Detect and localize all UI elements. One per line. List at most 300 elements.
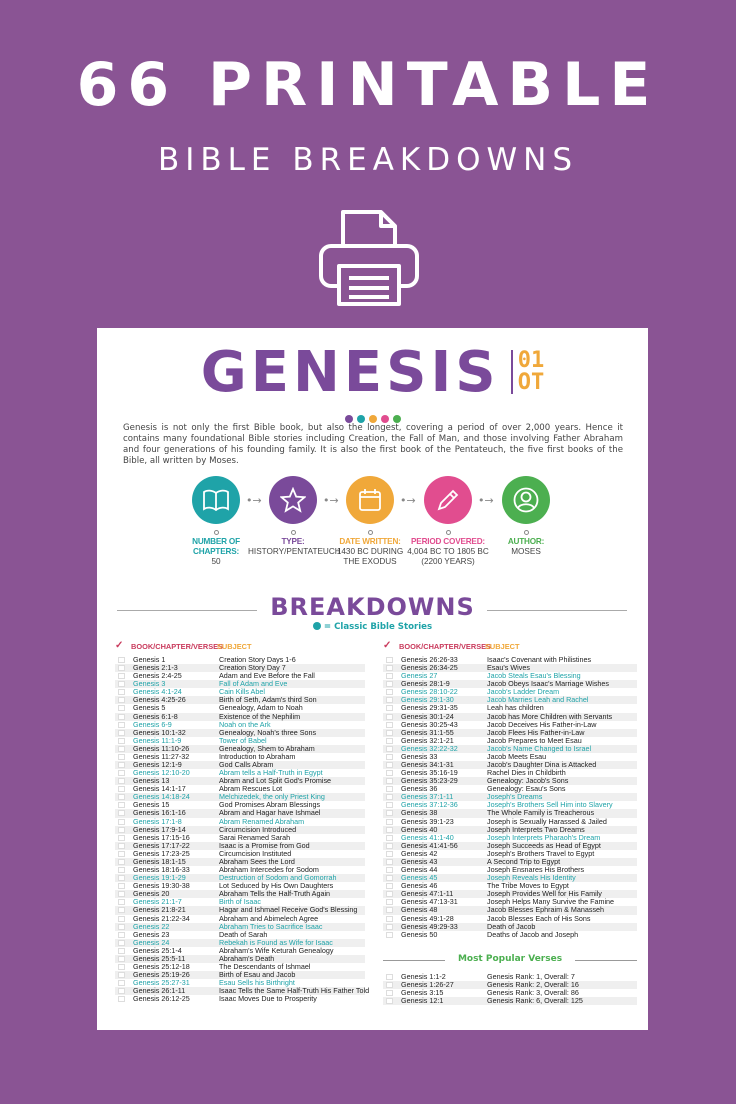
intro-text: Genesis is not only the first Bible book, but also the longest, covering a period of over 2,000 years. Hence it contains many foundational Bible stories including Creation, the Fall of Man, and those involving Father Abraham and four generations of his founding family. It is also the first book of the Pentateuch, the five first books of the Bible, all written by Moses. xyxy=(123,423,623,466)
fact-label: DATE WRITTEN: xyxy=(339,537,401,546)
checkbox[interactable] xyxy=(118,843,125,849)
checkbox[interactable] xyxy=(386,665,393,671)
connector-dot-icon xyxy=(291,530,296,535)
checkbox[interactable] xyxy=(118,802,125,808)
checkbox[interactable] xyxy=(386,819,393,825)
verse-subject: Jacob Blesses Ephraim & Manasseh xyxy=(487,905,605,915)
checkbox[interactable] xyxy=(386,738,393,744)
verse-subject: Joseph Interprets Pharaoh's Dream xyxy=(487,832,601,842)
verse-subject: Melchizedek, the only Priest King xyxy=(219,792,325,802)
column-header xyxy=(383,640,637,656)
verse-ref: Genesis 32:1-21 xyxy=(401,735,454,745)
verse-subject: Genealogy, Noah's three Sons xyxy=(219,727,317,737)
verse-subject: Destruction of Sodom and Gomorrah xyxy=(219,873,337,883)
verse-subject: Joseph's Brothers Sell Him into Slavery xyxy=(487,800,613,810)
checkbox[interactable] xyxy=(118,956,125,962)
verse-subject: Genealogy, Adam to Noah xyxy=(219,703,303,713)
verse-subject: Jacob's Daughter Dina is Attacked xyxy=(487,760,597,770)
verse-ref: Genesis 43 xyxy=(401,856,438,866)
verse-subject: Jacob Blesses Each of His Sons xyxy=(487,913,591,923)
person-icon xyxy=(502,476,550,524)
verse-subject: Abraham's Death xyxy=(219,953,275,963)
verse-subject: Abram and Hagar have Ishmael xyxy=(219,808,321,818)
checkbox[interactable] xyxy=(118,972,125,978)
connector-dot-icon xyxy=(214,530,219,535)
checkbox[interactable] xyxy=(386,705,393,711)
fact-value: MOSES xyxy=(511,547,541,556)
verse-subject: Leah has children xyxy=(487,703,544,713)
verse-subject: Abraham Intercedes for Sodom xyxy=(219,865,319,875)
verse-subject: The Whole Family is Treacherous xyxy=(487,808,595,818)
verse-subject: Rebekah is Found as Wife for Isaac xyxy=(219,937,333,947)
checkbox[interactable] xyxy=(386,899,393,905)
verse-ref: Genesis 3 xyxy=(133,679,166,689)
verse-subject: Esau's Wives xyxy=(487,663,530,673)
verse-ref: Genesis 41:41-56 xyxy=(401,840,458,850)
verse-subject: Jacob Prepares to Meet Esau xyxy=(487,735,582,745)
col-header-ref: BOOK/CHAPTER/VERSES xyxy=(399,642,491,651)
verse-ref: Genesis 24 xyxy=(133,937,170,947)
verse-subject: God Promises Abram Blessings xyxy=(219,800,321,810)
verse-subject: Lot Seduced by His Own Daughters xyxy=(219,881,334,891)
fact-icons xyxy=(193,476,558,576)
checkbox[interactable] xyxy=(386,982,393,988)
col-header-subject: SUBJECT xyxy=(485,642,520,651)
verse-ref: Genesis 27 xyxy=(401,671,438,681)
verse-ref: Genesis 19:1-29 xyxy=(133,873,186,883)
pencil-icon xyxy=(424,476,472,524)
checkbox[interactable] xyxy=(386,794,393,800)
checkbox[interactable] xyxy=(386,746,393,752)
verse-subject: Abram tells a Half-Truth in Egypt xyxy=(219,768,323,778)
legend-dot-icon xyxy=(313,622,321,630)
checkbox[interactable] xyxy=(386,974,393,980)
verse-subject: Jacob has More Children with Servants xyxy=(487,711,613,721)
checkbox[interactable] xyxy=(386,689,393,695)
calendar-icon xyxy=(346,476,394,524)
fact-label: CHAPTERS: xyxy=(193,547,239,556)
color-dot xyxy=(393,415,401,423)
checkbox[interactable] xyxy=(386,891,393,897)
verse-subject: Abraham Tells the Half-Truth Again xyxy=(219,889,331,899)
checkbox[interactable] xyxy=(118,899,125,905)
verse-ref: Genesis 40 xyxy=(401,824,438,834)
verse-subject: Abram and Lot Split God's Promise xyxy=(219,776,332,786)
checkbox[interactable] xyxy=(386,998,393,1004)
verse-subject: God Calls Abram xyxy=(219,760,274,770)
verse-subject: Jacob Meets Esau xyxy=(487,751,547,761)
verse-subject: Deaths of Jacob and Joseph xyxy=(487,929,579,939)
verse-ref: Genesis 30:1-24 xyxy=(401,711,454,721)
verse-ref: Genesis 4:25-26 xyxy=(133,695,186,705)
checkbox[interactable] xyxy=(118,714,125,720)
verse-subject: Joseph Succeeds as Head of Egypt xyxy=(487,840,601,850)
checkbox[interactable] xyxy=(386,778,393,784)
verse-subject: Hagar and Ishmael Receive God's Blessing xyxy=(219,905,358,915)
verse-ref: Genesis 16:1-16 xyxy=(133,808,186,818)
verse-ref: Genesis 13 xyxy=(133,776,170,786)
verse-ref: Genesis 18:16-33 xyxy=(133,865,190,875)
verse-subject: Fall of Adam and Eve xyxy=(219,679,288,689)
checkbox[interactable] xyxy=(386,932,393,938)
verse-ref: Genesis 26:26-33 xyxy=(401,655,458,664)
checkbox[interactable] xyxy=(386,657,393,663)
checkbox[interactable] xyxy=(386,673,393,679)
verse-subject: Joseph Interprets Two Dreams xyxy=(487,824,585,834)
verse-subject: Esau Sells his Birthright xyxy=(219,978,295,988)
verse-ref: Genesis 21:1-7 xyxy=(133,897,182,907)
verse-subject: Genesis Rank: 3, Overall: 86 xyxy=(487,988,579,998)
checkbox[interactable] xyxy=(386,730,393,736)
verse-subject: Abraham's Wife Keturah Genealogy xyxy=(219,945,334,955)
verse-ref: Genesis 17:23-25 xyxy=(133,848,190,858)
verse-ref: Genesis 10:1-32 xyxy=(133,727,186,737)
verse-ref: Genesis 6-9 xyxy=(133,719,172,729)
col-header-ref: BOOK/CHAPTER/VERSES xyxy=(131,642,223,651)
checkbox[interactable] xyxy=(118,932,125,938)
verse-ref: Genesis 39:1-23 xyxy=(401,816,454,826)
verse-ref: Genesis 17:1-8 xyxy=(133,816,182,826)
verse-subject: Sarai Renamed Sarah xyxy=(219,832,291,842)
checkmark-icon: ✓ xyxy=(115,640,124,651)
checkbox[interactable] xyxy=(118,762,125,768)
checkbox[interactable] xyxy=(118,746,125,752)
book-number: 01 xyxy=(517,348,545,373)
checkbox[interactable] xyxy=(118,851,125,857)
printer-icon xyxy=(317,208,421,308)
checkbox[interactable] xyxy=(386,835,393,841)
checkbox[interactable] xyxy=(386,754,393,760)
verse-subject: Introduction to Abraham xyxy=(219,751,296,761)
checkbox[interactable] xyxy=(386,810,393,816)
book-icon xyxy=(192,476,240,524)
verse-subject: The Tribe Moves to Egypt xyxy=(487,881,569,891)
fact-value: THE EXODUS xyxy=(343,557,397,566)
verse-subject: Genealogy: Jacob's Sons xyxy=(487,776,569,786)
verse-ref: Genesis 6:1-8 xyxy=(133,711,178,721)
verse-ref: Genesis 49:29-33 xyxy=(401,921,458,931)
checkbox[interactable] xyxy=(118,875,125,881)
color-dots xyxy=(97,408,648,418)
verse-subject: A Second Trip to Egypt xyxy=(487,856,561,866)
verse-subject: Adam and Eve Before the Fall xyxy=(219,671,315,681)
checkbox[interactable] xyxy=(386,851,393,857)
verse-subject: Jacob's Name Changed to Israel xyxy=(487,743,592,753)
verse-subject: Jacob Steals Esau's Blessing xyxy=(487,671,581,681)
verse-ref: Genesis 34:1-31 xyxy=(401,760,454,770)
verse-subject: Isaac's Covenant with Philistines xyxy=(487,655,592,664)
verse-ref: Genesis 23 xyxy=(133,929,170,939)
verse-ref: Genesis 22 xyxy=(133,921,170,931)
verse-subject: Isaac is a Promise from God xyxy=(219,840,310,850)
checkbox[interactable] xyxy=(386,990,393,996)
verse-ref: Genesis 45 xyxy=(401,873,438,883)
verse-ref: Genesis 3:15 xyxy=(401,988,444,998)
checkbox[interactable] xyxy=(118,689,125,695)
checkbox[interactable] xyxy=(118,948,125,954)
verse-subject: Genesis Rank: 1, Overall: 7 xyxy=(487,972,575,981)
verse-subject: Joseph is Sexually Harassed & Jailed xyxy=(487,816,607,826)
checkbox[interactable] xyxy=(386,907,393,913)
verse-subject: Jacob Obeys Isaac's Marriage Wishes xyxy=(487,679,610,689)
checkbox[interactable] xyxy=(118,907,125,913)
book-title-row xyxy=(97,342,648,404)
checkbox[interactable] xyxy=(118,891,125,897)
checkbox[interactable] xyxy=(386,843,393,849)
arrow-right-icon: •→ xyxy=(246,494,262,507)
verse-ref: Genesis 35:23-29 xyxy=(401,776,458,786)
checkbox[interactable] xyxy=(386,697,393,703)
page-title: 66 PRINTABLE xyxy=(76,50,660,120)
verse-subject: Creation Story Days 1-6 xyxy=(219,655,296,664)
verse-ref: Genesis 46 xyxy=(401,881,438,891)
verse-ref: Genesis 25:12-18 xyxy=(133,961,190,971)
fact-label: PERIOD COVERED: xyxy=(411,537,485,546)
checkbox[interactable] xyxy=(386,681,393,687)
checkbox[interactable] xyxy=(118,722,125,728)
book-number-block xyxy=(511,350,545,394)
checkbox[interactable] xyxy=(118,730,125,736)
verse-ref: Genesis 49:1-28 xyxy=(401,913,454,923)
verse-subject: Joseph Helps Many Survive the Famine xyxy=(487,897,615,907)
verse-subject: Birth of Isaac xyxy=(219,897,261,907)
checkbox[interactable] xyxy=(118,794,125,800)
verse-ref: Genesis 42 xyxy=(401,848,438,858)
verse-ref: Genesis 28:10-22 xyxy=(401,687,458,697)
checkbox[interactable] xyxy=(118,681,125,687)
verse-subject: Isaac Moves Due to Prosperity xyxy=(219,994,317,1004)
verse-subject: Jacob Flees His Father-in-Law xyxy=(487,727,585,737)
verse-ref: Genesis 5 xyxy=(133,703,166,713)
checkbox[interactable] xyxy=(118,867,125,873)
verse-ref: Genesis 17:17-22 xyxy=(133,840,190,850)
verse-subject: Joseph's Dreams xyxy=(487,792,543,802)
checkbox[interactable] xyxy=(118,980,125,986)
verse-subject: Genesis Rank: 6, Overall: 125 xyxy=(487,996,583,1006)
checkbox[interactable] xyxy=(118,786,125,792)
verse-ref: Genesis 2:1-3 xyxy=(133,663,178,673)
verse-ref: Genesis 26:1-11 xyxy=(133,986,186,996)
verse-ref: Genesis 37:12-36 xyxy=(401,800,458,810)
verse-ref: Genesis 2:4-25 xyxy=(133,671,182,681)
verse-subject: Joseph Ensnares His Brothers xyxy=(487,865,585,875)
checkbox[interactable] xyxy=(118,924,125,930)
verse-ref: Genesis 33 xyxy=(401,751,438,761)
fact-value: 50 xyxy=(211,557,221,566)
table-row xyxy=(383,997,637,1005)
checkbox[interactable] xyxy=(386,859,393,865)
checkbox[interactable] xyxy=(386,714,393,720)
verse-ref: Genesis 28:1-9 xyxy=(401,679,450,689)
legend xyxy=(97,622,648,632)
checkbox[interactable] xyxy=(118,883,125,889)
color-dot xyxy=(345,415,353,423)
table-row xyxy=(115,995,365,1003)
checkbox[interactable] xyxy=(118,697,125,703)
checkbox[interactable] xyxy=(118,657,125,663)
verse-ref: Genesis 25:19-26 xyxy=(133,970,190,980)
verse-ref: Genesis 50 xyxy=(401,929,438,939)
verse-subject: Death of Jacob xyxy=(487,921,536,931)
right-row-list xyxy=(383,656,637,939)
verse-ref: Genesis 44 xyxy=(401,865,438,875)
verse-subject: Genealogy, Shem to Abraham xyxy=(219,743,315,753)
verse-ref: Genesis 4:1-24 xyxy=(133,687,182,697)
testament-label: OT xyxy=(517,370,545,395)
fact-value: 1430 BC DURING xyxy=(336,547,404,556)
verse-subject: Isaac Tells the Same Half-Truth His Father Told xyxy=(219,986,370,996)
verse-ref: Genesis 11:1-9 xyxy=(133,735,182,745)
verse-subject: Creation Story Day 7 xyxy=(219,663,286,673)
checkbox[interactable] xyxy=(118,770,125,776)
verse-subject: Death of Sarah xyxy=(219,929,268,939)
checkbox[interactable] xyxy=(118,665,125,671)
verse-ref: Genesis 12:1 xyxy=(401,996,444,1006)
verse-ref: Genesis 18:1-15 xyxy=(133,856,186,866)
checkbox[interactable] xyxy=(386,770,393,776)
verse-subject: Tower of Babel xyxy=(219,735,267,745)
breakdowns-title: BREAKDOWNS xyxy=(270,593,475,621)
checkbox[interactable] xyxy=(386,802,393,808)
fact-item xyxy=(481,476,571,557)
verse-subject: Abraham Sees the Lord xyxy=(219,856,295,866)
verse-ref: Genesis 29:31-35 xyxy=(401,703,458,713)
verse-ref: Genesis 47:13-31 xyxy=(401,897,458,907)
checkbox[interactable] xyxy=(118,988,125,994)
verse-subject: Genealogy: Esau's Sons xyxy=(487,784,566,794)
verse-ref: Genesis 41:1-40 xyxy=(401,832,454,842)
right-column xyxy=(383,640,637,939)
verse-subject: Jacob Marries Leah and Rachel xyxy=(487,695,589,705)
checkbox[interactable] xyxy=(386,875,393,881)
checkbox[interactable] xyxy=(118,778,125,784)
checkmark-icon: ✓ xyxy=(383,640,392,651)
verse-ref: Genesis 26:34-25 xyxy=(401,663,458,673)
verse-subject: Noah on the Ark xyxy=(219,719,271,729)
checkbox[interactable] xyxy=(118,705,125,711)
verse-ref: Genesis 26:12-25 xyxy=(133,994,190,1004)
popular-verses-title: Most Popular Verses xyxy=(457,954,563,964)
checkbox[interactable] xyxy=(386,762,393,768)
arrow-right-icon: •→ xyxy=(400,494,416,507)
verse-ref: Genesis 12:1-9 xyxy=(133,760,182,770)
color-dot xyxy=(369,415,377,423)
checkbox[interactable] xyxy=(118,673,125,679)
popular-verses-list xyxy=(383,973,637,1005)
verse-ref: Genesis 38 xyxy=(401,808,438,818)
fact-value: HISTORY/PENTATEUCH xyxy=(248,547,341,556)
book-title: GENESIS xyxy=(200,340,500,405)
verse-subject: Abraham Tries to Sacrifice Isaac xyxy=(219,921,323,931)
verse-ref: Genesis 20 xyxy=(133,889,170,899)
verse-ref: Genesis 11:10-26 xyxy=(133,743,190,753)
checkbox[interactable] xyxy=(118,835,125,841)
breakdown-sheet xyxy=(97,328,648,1030)
verse-subject: Existence of the Nephilim xyxy=(219,711,301,721)
fact-value: (2200 YEARS) xyxy=(421,557,475,566)
verse-ref: Genesis 25:5-11 xyxy=(133,953,186,963)
column-header xyxy=(115,640,365,656)
checkbox[interactable] xyxy=(386,867,393,873)
verse-ref: Genesis 32:22-32 xyxy=(401,743,458,753)
fact-item xyxy=(403,476,493,567)
left-column xyxy=(115,640,370,1004)
verse-ref: Genesis 37:1-11 xyxy=(401,792,454,802)
verse-ref: Genesis 30:25-43 xyxy=(401,719,458,729)
checkbox[interactable] xyxy=(386,924,393,930)
checkbox[interactable] xyxy=(386,722,393,728)
verse-ref: Genesis 17:9-14 xyxy=(133,824,186,834)
verse-subject: Abram Rescues Lot xyxy=(219,784,283,794)
checkbox[interactable] xyxy=(386,916,393,922)
verse-ref: Genesis 1:1-2 xyxy=(401,972,446,981)
fact-label: TYPE: xyxy=(281,537,305,546)
checkbox[interactable] xyxy=(118,754,125,760)
verse-ref: Genesis 21:22-34 xyxy=(133,913,190,923)
arrow-right-icon: •→ xyxy=(323,494,339,507)
verse-subject: Abram Renamed Abraham xyxy=(219,816,305,826)
verse-ref: Genesis 15 xyxy=(133,800,170,810)
verse-subject: Genesis Rank: 2, Overall: 16 xyxy=(487,980,579,990)
verse-ref: Genesis 12:10-20 xyxy=(133,768,190,778)
col-header-subject: SUBJECT xyxy=(217,642,252,651)
verse-ref: Genesis 36 xyxy=(401,784,438,794)
checkbox[interactable] xyxy=(118,859,125,865)
verse-subject: Cain Kills Abel xyxy=(219,687,265,697)
checkbox[interactable] xyxy=(118,819,125,825)
verse-subject: Joseph's Brothers Travel to Egypt xyxy=(487,848,595,858)
connector-dot-icon xyxy=(524,530,529,535)
checkbox[interactable] xyxy=(386,883,393,889)
verse-ref: Genesis 1:26-27 xyxy=(401,980,454,990)
checkbox[interactable] xyxy=(118,810,125,816)
fact-item xyxy=(325,476,415,567)
verse-subject: Circumcision Instituted xyxy=(219,848,292,858)
checkbox[interactable] xyxy=(118,964,125,970)
connector-dot-icon xyxy=(368,530,373,535)
verse-ref: Genesis 17:15-16 xyxy=(133,832,190,842)
verse-subject: Rachel Dies in Childbirth xyxy=(487,768,566,778)
checkbox[interactable] xyxy=(118,738,125,744)
legend-text: = Classic Bible Stories xyxy=(323,622,433,632)
checkbox[interactable] xyxy=(386,827,393,833)
page-subtitle: BIBLE BREAKDOWNS xyxy=(157,142,579,178)
checkbox[interactable] xyxy=(118,940,125,946)
checkbox[interactable] xyxy=(386,786,393,792)
star-icon xyxy=(269,476,317,524)
color-dot xyxy=(357,415,365,423)
verse-ref: Genesis 25:27-31 xyxy=(133,978,190,988)
verse-ref: Genesis 48 xyxy=(401,905,438,915)
verse-ref: Genesis 47:1-11 xyxy=(401,889,454,899)
verse-subject: Joseph Provides Well for His Family xyxy=(487,889,602,899)
checkbox[interactable] xyxy=(118,916,125,922)
table-row xyxy=(383,931,637,939)
verse-ref: Genesis 11:27-32 xyxy=(133,751,190,761)
verse-ref: Genesis 14:18-24 xyxy=(133,792,190,802)
verse-ref: Genesis 19:30-38 xyxy=(133,881,190,891)
verse-ref: Genesis 31:1-55 xyxy=(401,727,454,737)
checkbox[interactable] xyxy=(118,827,125,833)
fact-value: 4,004 BC TO 1805 BC xyxy=(407,547,489,556)
fact-label: NUMBER OF xyxy=(192,537,240,546)
checkbox[interactable] xyxy=(118,996,125,1002)
verse-subject: Circumcision Introduced xyxy=(219,824,297,834)
verse-ref: Genesis 25:1-4 xyxy=(133,945,182,955)
verse-subject: Abraham and Abimelech Agree xyxy=(219,913,319,923)
verse-ref: Genesis 29:1-30 xyxy=(401,695,454,705)
verse-subject: Birth of Seth, Adam's third Son xyxy=(219,695,317,705)
